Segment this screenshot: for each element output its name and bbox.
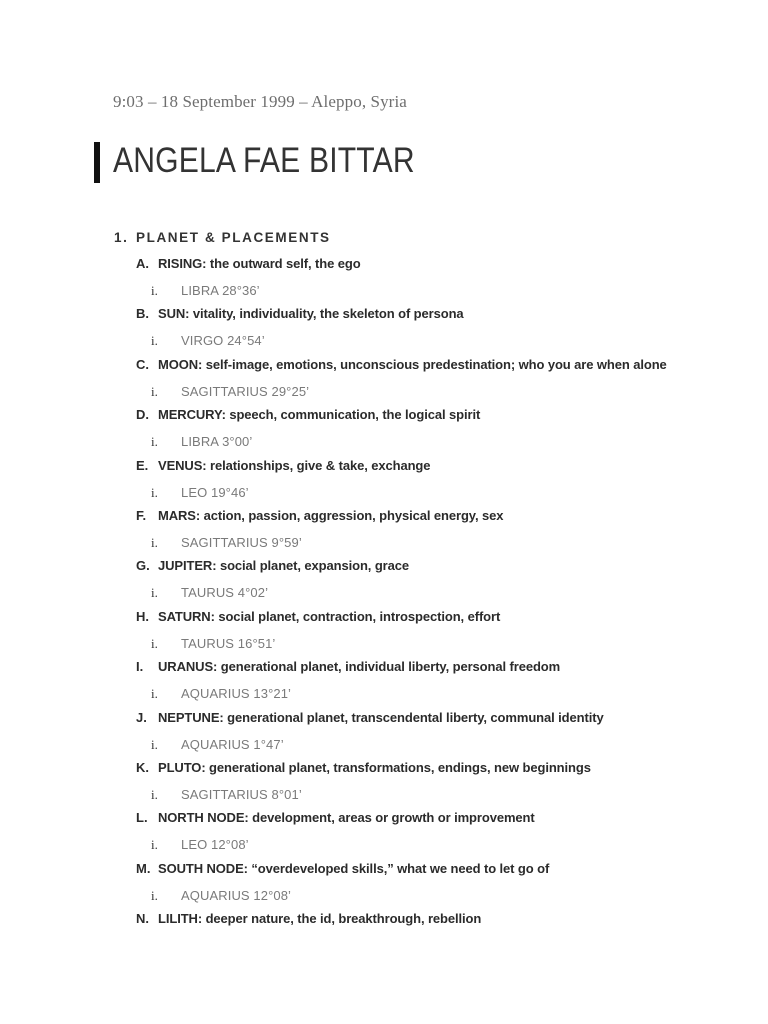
placement-row [136,810,535,830]
placement-value-row [151,585,268,605]
placement-row [136,659,560,679]
item-letter: J. [136,709,147,725]
placement-value-row [151,787,302,807]
sub-item-numeral: i. [151,585,158,601]
list-item [0,911,768,961]
item-description: NORTH NODE: development, areas or growth or improvement [158,810,535,826]
placement-value: SAGITTARIUS 29°25’ [181,383,310,399]
item-description: MOON: self-image, emotions, unconscious predestination; who you are when alone [158,356,667,372]
item-letter: N. [136,911,149,927]
placement-row [136,760,591,780]
list-item [0,760,768,810]
list-item [0,710,768,760]
list-item [0,458,768,508]
sub-item-numeral: i. [151,484,158,500]
placement-value-row [151,333,265,353]
item-description: NEPTUNE: generational planet, transcendental liberty, communal identity [158,709,604,725]
sub-item-numeral: i. [151,837,158,853]
sub-item-numeral: i. [151,635,158,651]
placement-value: TAURUS 16°51’ [181,635,276,651]
item-description: JUPITER: social planet, expansion, grace [158,558,410,574]
item-description: LILITH: deeper nature, the id, breakthrough, rebellion [158,911,482,927]
list-item [0,659,768,709]
placement-value-row [151,737,284,757]
item-description: SUN: vitality, individuality, the skeleton of persona [158,306,464,322]
title-accent-bar [94,142,100,183]
placement-value-row [151,837,249,857]
placement-value: LEO 19°46’ [181,484,249,500]
sub-item-numeral: i. [151,434,158,450]
placement-value-row [151,686,291,706]
placement-value-row [151,636,275,656]
sub-item-numeral: i. [151,534,158,550]
placement-row [136,458,430,478]
item-description: MARS: action, passion, aggression, physical energy, sex [158,507,504,523]
sub-item-numeral: i. [151,786,158,802]
item-letter: D. [136,407,149,423]
item-letter: E. [136,457,149,473]
sub-item-numeral: i. [151,283,158,298]
list-item [0,609,768,659]
placement-value: AQUARIUS 12°08’ [181,887,292,903]
placement-list [0,256,768,961]
item-letter: M. [136,860,151,876]
item-letter: G. [136,558,150,574]
placement-row [136,407,480,427]
item-description: URANUS: generational planet, individual liberty, personal freedom [158,659,561,675]
sub-item-numeral: i. [151,887,158,903]
item-letter: H. [136,608,149,624]
placement-value-row [151,434,252,454]
section-heading [114,230,331,245]
placement-value: LIBRA 3°00’ [181,434,253,450]
placement-value: SAGITTARIUS 9°59’ [181,534,302,550]
placement-value-row [151,283,260,303]
sub-item-numeral: i. [151,736,158,752]
list-item [0,256,768,306]
sub-item-numeral: i. [151,383,158,399]
section-heading-text: PLANET & PLACEMENTS [136,230,331,245]
placement-row [136,911,481,931]
item-description: PLUTO: generational planet, transformations, endings, new beginnings [158,759,591,775]
placement-value: AQUARIUS 1°47’ [181,736,284,752]
placement-value-row [151,485,249,505]
placement-row [136,306,464,326]
placement-row [136,609,500,629]
item-description: SOUTH NODE: “overdeveloped skills,” what we need to let go of [158,860,550,876]
item-letter: K. [136,759,149,775]
placement-value: SAGITTARIUS 8°01’ [181,786,302,802]
item-letter: A. [136,256,149,271]
placement-value: VIRGO 24°54’ [181,333,265,349]
item-letter: F. [136,507,147,523]
list-item [0,861,768,911]
placement-row [136,710,604,730]
item-description: SATURN: social planet, contraction, introspection, effort [158,608,501,624]
placement-value: TAURUS 4°02’ [181,585,269,601]
item-description: RISING: the outward self, the ego [158,256,361,271]
list-item [0,306,768,356]
placement-row [136,861,549,881]
placement-row [136,256,361,276]
placement-row [136,558,409,578]
placement-value: LIBRA 28°36’ [181,283,260,298]
list-item [0,558,768,608]
list-item [0,810,768,860]
placement-value-row [151,535,302,555]
page-title: ANGELA FAE BITTAR [113,141,415,180]
placement-row [136,357,667,377]
placement-value-row [151,888,291,908]
placement-row [136,508,503,528]
birth-date-line: 9:03 – 18 September 1999 – Aleppo, Syria [113,92,407,111]
section-number: 1. [114,230,129,245]
placement-value: LEO 12°08’ [181,837,249,853]
sub-item-numeral: i. [151,333,158,349]
sub-item-numeral: i. [151,686,158,702]
placement-value-row [151,384,309,404]
list-item [0,357,768,407]
item-description: MERCURY: speech, communication, the logical spirit [158,407,481,423]
item-letter: I. [136,659,144,675]
list-item [0,508,768,558]
item-letter: C. [136,356,149,372]
item-description: VENUS: relationships, give & take, exchange [158,457,431,473]
item-letter: B. [136,306,149,322]
item-letter: L. [136,810,148,826]
placement-value: AQUARIUS 13°21’ [181,686,292,702]
list-item [0,407,768,457]
